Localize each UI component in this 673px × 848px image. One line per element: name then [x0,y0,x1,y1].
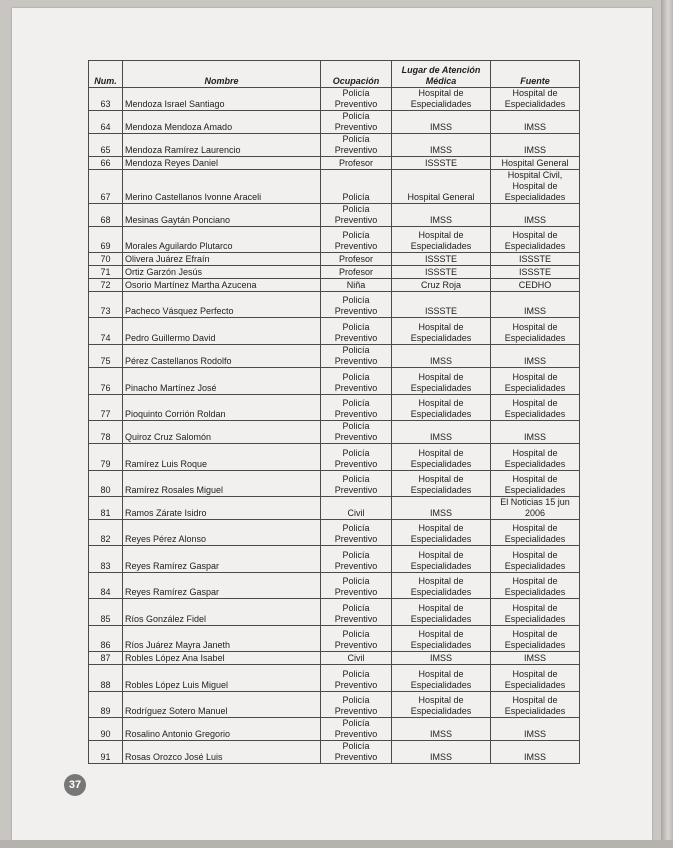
table-row [89,573,580,599]
page-number-badge: 37 [64,774,86,796]
row-place: IMSS [392,497,491,520]
row-name: Mendoza Reyes Daniel [123,157,321,170]
table-row [89,741,580,764]
row-source: Hospital General [491,157,580,170]
table-row [89,253,580,266]
row-name: Ríos González Fidel [123,599,321,626]
row-source: Hospital de Especialidades [491,318,580,345]
table-header-row [89,61,580,88]
row-place: IMSS [392,421,491,444]
row-occupation: Policía Preventivo [321,520,392,546]
row-num: 68 [89,204,123,227]
row-place: Hospital de Especialidades [392,444,491,471]
row-source: Hospital de Especialidades [491,88,580,111]
table-row [89,395,580,421]
row-name: Ríos Juárez Mayra Janeth [123,626,321,652]
table-row [89,368,580,395]
row-occupation: Policía Preventivo [321,626,392,652]
row-num: 66 [89,157,123,170]
book-spine-edge [661,0,673,848]
row-num: 65 [89,134,123,157]
row-occupation: Policía Preventivo [321,741,392,764]
row-source: Hospital de Especialidades [491,573,580,599]
table-row [89,227,580,253]
row-occupation: Policía Preventivo [321,471,392,497]
row-occupation: Policía Preventivo [321,368,392,395]
row-num: 85 [89,599,123,626]
row-place: ISSSTE [392,253,491,266]
row-occupation: Policía Preventivo [321,573,392,599]
row-occupation: Policía Preventivo [321,718,392,741]
row-source: Hospital de Especialidades [491,444,580,471]
page-bottom-edge [0,840,673,848]
row-source: Hospital de Especialidades [491,546,580,573]
row-place: Hospital de Especialidades [392,573,491,599]
header-name: Nombre [123,61,321,88]
row-num: 69 [89,227,123,253]
row-source: IMSS [491,111,580,134]
row-occupation: Policía [321,170,392,204]
table-row [89,652,580,665]
row-name: Pedro Guillermo David [123,318,321,345]
row-occupation: Policía Preventivo [321,665,392,692]
row-name: Mesinas Gaytán Ponciano [123,204,321,227]
row-num: 76 [89,368,123,395]
row-occupation: Policía Preventivo [321,546,392,573]
row-num: 70 [89,253,123,266]
row-place: IMSS [392,741,491,764]
row-source: IMSS [491,718,580,741]
row-occupation: Policía Preventivo [321,292,392,318]
row-occupation: Policía Preventivo [321,318,392,345]
table-row [89,204,580,227]
row-name: Pinacho Martínez José [123,368,321,395]
row-occupation: Policía Preventivo [321,227,392,253]
row-occupation: Policía Preventivo [321,692,392,718]
row-name: Ramírez Luis Roque [123,444,321,471]
row-num: 88 [89,665,123,692]
row-num: 78 [89,421,123,444]
row-place: Hospital de Especialidades [392,599,491,626]
table-row [89,266,580,279]
row-occupation: Policía Preventivo [321,395,392,421]
row-source: ISSSTE [491,253,580,266]
table-row [89,497,580,520]
row-num: 90 [89,718,123,741]
row-source: Hospital de Especialidades [491,368,580,395]
row-name: Robles López Ana Isabel [123,652,321,665]
row-num: 73 [89,292,123,318]
row-source: IMSS [491,421,580,444]
row-num: 91 [89,741,123,764]
row-occupation: Profesor [321,157,392,170]
row-name: Mendoza Israel Santiago [123,88,321,111]
row-source: Hospital Civil, Hospital de Especialidades [491,170,580,204]
row-num: 71 [89,266,123,279]
row-name: Rodríguez Sotero Manuel [123,692,321,718]
row-source: El Noticias 15 jun 2006 [491,497,580,520]
row-place: IMSS [392,134,491,157]
row-name: Robles López Luis Miguel [123,665,321,692]
row-name: Olivera Juárez Efraín [123,253,321,266]
header-occupation: Ocupación [321,61,392,88]
row-occupation: Policía Preventivo [321,444,392,471]
row-source: Hospital de Especialidades [491,599,580,626]
row-occupation: Civil [321,652,392,665]
row-name: Reyes Ramírez Gaspar [123,573,321,599]
row-name: Reyes Ramírez Gaspar [123,546,321,573]
row-name: Ortiz Garzón Jesús [123,266,321,279]
table-row [89,318,580,345]
row-num: 63 [89,88,123,111]
row-source: CEDHO [491,279,580,292]
header-num: Num. [89,61,123,88]
table-row [89,546,580,573]
table-row [89,421,580,444]
row-occupation: Policía Preventivo [321,421,392,444]
row-source: Hospital de Especialidades [491,665,580,692]
table-row [89,471,580,497]
row-name: Rosalino Antonio Gregorio [123,718,321,741]
table-row [89,599,580,626]
header-source: Fuente [491,61,580,88]
table-row [89,345,580,368]
table-row [89,292,580,318]
row-occupation: Policía Preventivo [321,134,392,157]
row-source: IMSS [491,134,580,157]
row-source: IMSS [491,204,580,227]
row-place: Hospital de Especialidades [392,471,491,497]
row-occupation: Policía Preventivo [321,111,392,134]
row-occupation: Profesor [321,253,392,266]
row-place: Hospital de Especialidades [392,520,491,546]
row-source: ISSSTE [491,266,580,279]
row-place: Hospital General [392,170,491,204]
row-num: 86 [89,626,123,652]
table-row [89,279,580,292]
row-name: Mendoza Mendoza Amado [123,111,321,134]
row-num: 79 [89,444,123,471]
table-body [89,88,580,764]
row-occupation: Niña [321,279,392,292]
row-num: 72 [89,279,123,292]
row-place: Hospital de Especialidades [392,368,491,395]
row-name: Pérez Castellanos Rodolfo [123,345,321,368]
table-row [89,626,580,652]
row-name: Rosas Orozco José Luis [123,741,321,764]
table-row [89,111,580,134]
row-place: Hospital de Especialidades [392,227,491,253]
row-place: Hospital de Especialidades [392,88,491,111]
row-place: Hospital de Especialidades [392,395,491,421]
row-num: 82 [89,520,123,546]
row-num: 89 [89,692,123,718]
row-place: ISSSTE [392,266,491,279]
table-row [89,170,580,204]
row-num: 67 [89,170,123,204]
row-name: Reyes Pérez Alonso [123,520,321,546]
row-place: Hospital de Especialidades [392,665,491,692]
row-source: IMSS [491,741,580,764]
row-num: 74 [89,318,123,345]
row-place: Hospital de Especialidades [392,692,491,718]
row-occupation: Policía Preventivo [321,204,392,227]
row-name: Pacheco Vásquez Perfecto [123,292,321,318]
row-name: Pioquinto Corrión Roldan [123,395,321,421]
row-place: Hospital de Especialidades [392,626,491,652]
row-num: 80 [89,471,123,497]
row-num: 84 [89,573,123,599]
row-num: 64 [89,111,123,134]
row-occupation: Civil [321,497,392,520]
row-source: IMSS [491,345,580,368]
table-row [89,665,580,692]
row-source: Hospital de Especialidades [491,471,580,497]
row-place: IMSS [392,204,491,227]
table-row [89,157,580,170]
header-place: Lugar de Atención Médica [392,61,491,88]
table-row [89,718,580,741]
row-name: Ramírez Rosales Miguel [123,471,321,497]
row-source: IMSS [491,292,580,318]
row-name: Merino Castellanos Ivonne Araceli [123,170,321,204]
row-source: Hospital de Especialidades [491,227,580,253]
row-name: Morales Aguilardo Plutarco [123,227,321,253]
row-source: IMSS [491,652,580,665]
table-row [89,520,580,546]
row-place: IMSS [392,718,491,741]
row-num: 75 [89,345,123,368]
row-source: Hospital de Especialidades [491,626,580,652]
row-place: ISSSTE [392,157,491,170]
row-name: Quiroz Cruz Salomón [123,421,321,444]
row-occupation: Policía Preventivo [321,345,392,368]
row-name: Mendoza Ramírez Laurencio [123,134,321,157]
row-place: IMSS [392,652,491,665]
table-row [89,134,580,157]
row-num: 83 [89,546,123,573]
row-place: Hospital de Especialidades [392,546,491,573]
table-row [89,692,580,718]
row-source: Hospital de Especialidades [491,395,580,421]
table-row [89,88,580,111]
row-occupation: Policía Preventivo [321,599,392,626]
injured-roster-table [88,60,580,764]
row-name: Ramos Zárate Isidro [123,497,321,520]
row-num: 87 [89,652,123,665]
row-occupation: Policía Preventivo [321,88,392,111]
row-source: Hospital de Especialidades [491,692,580,718]
row-source: Hospital de Especialidades [491,520,580,546]
row-place: Cruz Roja [392,279,491,292]
row-place: ISSSTE [392,292,491,318]
row-num: 81 [89,497,123,520]
row-place: Hospital de Especialidades [392,318,491,345]
row-occupation: Profesor [321,266,392,279]
row-place: IMSS [392,345,491,368]
row-place: IMSS [392,111,491,134]
row-name: Osorio Martínez Martha Azucena [123,279,321,292]
row-num: 77 [89,395,123,421]
table-row [89,444,580,471]
